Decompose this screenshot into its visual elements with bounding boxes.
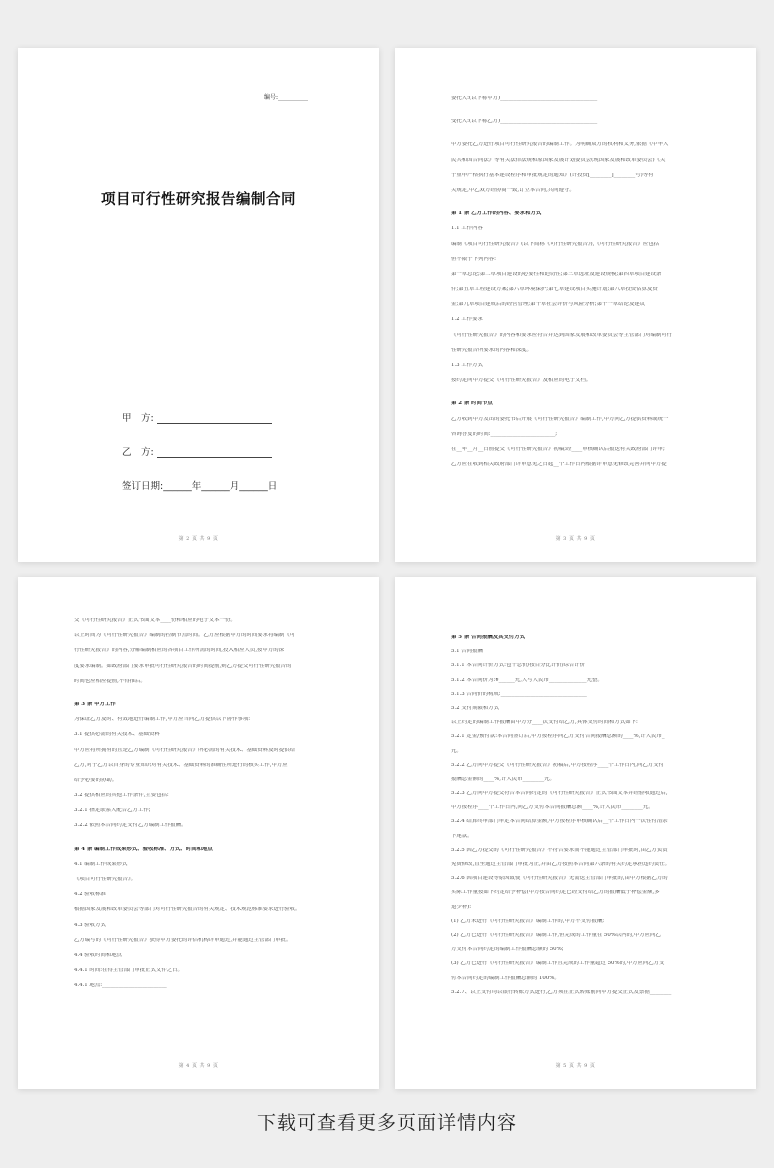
party-b-label: 乙 方: bbox=[122, 447, 154, 458]
text-line: 交《可行性研究报告》正式书面文本____份和相应的电子文本一份。 bbox=[74, 618, 236, 623]
text-line: 民共和国合同法》等有关法律法规和原国家发展计划委员会(现国家发展和改革委员会)《关 bbox=[451, 157, 666, 163]
text-line: 甲方应将所拥有的且是乙方编制《可行性研究报告》所必需的有关技术、基础资料及时提供给 bbox=[74, 747, 296, 753]
text-line: 5.2 支付期限和方式 bbox=[451, 705, 500, 711]
text-line: 关规定,甲乙双方经协商一致,订立本合同,共同遵守。 bbox=[451, 187, 575, 193]
text-line: 4.4 验收时间和地点 bbox=[74, 952, 123, 958]
text-line: 乙方应在收到相关政府部门评审意见之日起__个工作日内根据评审意见修改完善并向甲方提 bbox=[451, 462, 667, 468]
text-line: 1.3 工作方式 bbox=[451, 363, 483, 368]
document-page-cover bbox=[18, 48, 379, 562]
text-line: 付本合同约定的编制工作报酬总额的 100%。 bbox=[451, 975, 560, 981]
text-line: 5.1.3 合同价的构成:________________________________ bbox=[451, 691, 587, 697]
section-heading: 第 3 条 甲方工作 bbox=[74, 701, 116, 707]
text-line: 编制《项目可行性研究报告》(以下简称《可行性研究报告》),《可行性研究报告》应包括 bbox=[451, 241, 660, 247]
text-line: 以上时间为《可行性研究报告》编制的控制节点时间。乙方应根据甲方的时间要求将编制《可 bbox=[74, 633, 296, 639]
document-page-3 bbox=[395, 48, 756, 562]
page-footer: 第 4 页 共 9 页 bbox=[178, 1063, 219, 1069]
text-line: 5.2.4 结算终审部门审定本合同结算金额,甲方按程序审核确认后__个工作日内一次性付清余 bbox=[451, 819, 668, 825]
text-line: (2) 乙方已进行《可行性研究报告》编制工作,但完成的工作量在 50%以内的,甲方应向乙 bbox=[451, 932, 661, 938]
text-line bbox=[451, 134, 702, 142]
download-caption[interactable]: 下载可查看更多页面详情内容 bbox=[256, 1112, 517, 1134]
text-line: 退少补): bbox=[451, 904, 472, 910]
text-line: 3.2.2 依照本合同约定支付乙方编制工作报酬。 bbox=[74, 823, 187, 829]
text-line: 委托人:(以下称甲方)____________________________________ bbox=[451, 96, 598, 101]
text-line: 5.2.6 因项目建设等原因致使《可行性研究报告》无需送主管部门审批的,由甲方根据乙方的 bbox=[451, 876, 668, 882]
text-line: 3.2.1 指定联系人配合乙方工作; bbox=[74, 808, 151, 814]
text-line: 乙方,对于乙方以自身的专业知识对有关技术、基础资料的准确性所进行的核实工作,甲方应 bbox=[74, 762, 288, 768]
section-heading: 第 2 条 时间节点 bbox=[451, 401, 493, 407]
text-line: 《可行性研究报告》的内容和要求应符合并达到国家发展和改革委员会等主管部门对编制可行 bbox=[451, 332, 673, 338]
text-line: 为保证乙方及时、有效地进行编制工作,甲方应当向乙方提供以下协作事项: bbox=[74, 717, 251, 723]
text-line: 时间也应相应提前,不得推后。 bbox=[74, 678, 146, 684]
party-a-line bbox=[122, 410, 272, 424]
text-line: 第一章总论;第二章项目建设的必要性和迫切性;第三章选址及建设规模;第四章项目建设条 bbox=[451, 271, 662, 277]
page-footer: 第 2 页 共 9 页 bbox=[178, 536, 219, 542]
text-line: 3.2 提供相应的其他工作条件,主要包括: bbox=[74, 793, 169, 799]
text-line: 5.2.1 定金/预付款:本合同签订后,甲方按程序向乙方支付合同报酬总额的____%,计人民币_ bbox=[451, 734, 665, 740]
party-b-blank bbox=[157, 447, 272, 458]
text-line: 5.1 合同报酬 bbox=[451, 649, 483, 655]
text-line: 以上约定的编制工作报酬由甲方分____次支付给乙方,具体支付时间和方式如下: bbox=[451, 720, 638, 726]
text-line: (3) 乙方已进行《可行性研究报告》编制工作且完成的工作量超过 50%的,甲方应向乙方支 bbox=[451, 961, 665, 967]
text-line: 4.4.1 地点:________________________ bbox=[74, 983, 167, 989]
text-line: 性研究报告所要求的内容和深度。 bbox=[451, 347, 532, 353]
text-line: 实际工作量按如下约定给予补偿(甲方按合同约定已经支付给乙方的报酬低于补偿金额,多 bbox=[451, 890, 660, 896]
text-line: 3.1 提供必需的有关技术、基础资料 bbox=[74, 732, 160, 738]
party-a-label: 甲 方: bbox=[122, 413, 154, 424]
section-heading: 第 5 条 合同报酬及其支付方式 bbox=[451, 635, 526, 640]
text-line: 5.2.5 因乙方提交的《可行性研究报告》不符合要求而不能通过主管部门审批时,由乙方负责 bbox=[451, 847, 668, 853]
text-line: 4.3 验收方式 bbox=[74, 922, 106, 928]
text-line: 《项目可行性研究报告》。 bbox=[74, 877, 136, 882]
text-line: 1.2 工作要求 bbox=[451, 317, 483, 323]
text-line: 给予必要的协助。 bbox=[74, 777, 118, 783]
text-line: 在__年__月__日前提交《可行性研究报告》初稿;经____审核确认后报送有关政府部门评审; bbox=[451, 446, 665, 452]
text-line: 于重申严格执行基本建设程序和审批规定的通知》(计投资[________]________号)等有 bbox=[451, 172, 654, 178]
text-line: 报酬总金额的____%,计人民币________元。 bbox=[451, 776, 555, 782]
text-line bbox=[74, 694, 325, 702]
page-body bbox=[451, 96, 702, 477]
text-line: 4.4.1 时间:在得主管部门审批正式文件之日。 bbox=[74, 968, 183, 974]
text-line: 根据国家发展和改革委员会等部门对可行性研究报告的有关规定、技术规范标准要求进行验收。 bbox=[74, 907, 301, 913]
page-body bbox=[74, 618, 325, 999]
party-a-blank bbox=[157, 413, 272, 424]
sign-date: 签订日期:______年______月______日 bbox=[122, 481, 278, 492]
text-line bbox=[451, 393, 702, 401]
text-line: 5.2.7、以上支付均以银行转账方式进行,乙方须在正式转账前向甲方提交正式发票据________ bbox=[451, 989, 672, 995]
text-line: 受托人:(以下称乙方)____________________________________ bbox=[451, 119, 598, 125]
text-line: 元。 bbox=[451, 748, 462, 754]
text-line: 金;第九章项目建成后的经营管理;第十章社会评价与风险分析;第十一章结论及建议 bbox=[451, 302, 646, 308]
text-line: 5.2.2 乙方向甲方提交《可行性研究报告》初稿后,甲方按程序____个工作日内,向乙方支付 bbox=[451, 762, 664, 768]
text-line: 度要求编制。如政府部门要求审批可行性研究报告的时间提前,则乙方提交可行性研究报告的 bbox=[74, 663, 292, 669]
contract-number: 编号:__________ bbox=[264, 94, 309, 101]
section-heading: 第 1 条 乙方工作的内容、要求和方式 bbox=[451, 211, 542, 217]
text-line bbox=[451, 111, 702, 119]
text-line: 甲方委托乙方进行项目可行性研究报告的编制工作。为明确双方的权利和义务,依据《中华人 bbox=[451, 142, 669, 148]
text-line: 但不限于下列内容: bbox=[451, 256, 496, 262]
text-line: 乙方收到甲方发出的委托书后开展《可行性研究报告》编制工作,甲方向乙方提供资料或统一 bbox=[451, 416, 669, 422]
text-line bbox=[74, 839, 325, 847]
text-line: (1) 乙方未进行《可行性研究报告》编制工作的,甲方不支付报酬; bbox=[451, 918, 605, 924]
text-line: 件;第五章工程建设方案;第六章环境保护;第七章建设项目实施计划;第八章投资估算及资 bbox=[451, 287, 658, 293]
contract-title: 项目可行性研究报告编制合同 bbox=[101, 192, 296, 208]
text-line: 咨询答复的时间:________________________; bbox=[451, 431, 558, 437]
section-heading: 第 4 条 编制工作成果形式、验收标准、方式、时间和地点 bbox=[74, 846, 213, 852]
document-page-5 bbox=[395, 577, 756, 1089]
text-line bbox=[451, 203, 702, 211]
text-line: 甲方按程序____个工作日内,向乙方支付本合同报酬总额____%,计人民币________元。 bbox=[451, 805, 654, 811]
text-line: 乙方编写的《可行性研究报告》获得甲方委托的评估机构评审通过,并能通过主管部门审批。 bbox=[74, 937, 292, 943]
text-line: 1.1 工作内容 bbox=[451, 226, 483, 232]
text-line: 5.1.1 本合同计价方式:包干总价/按百分比计价/综合计价 bbox=[451, 663, 586, 669]
text-line: 下尾款。 bbox=[451, 833, 473, 839]
text-line: 按约定向甲方提交《可行性研究报告》及相应的电子文档。 bbox=[451, 378, 592, 384]
text-line: 4.1 编制工作成果形式 bbox=[74, 861, 128, 867]
page-footer: 第 3 页 共 9 页 bbox=[555, 536, 596, 542]
party-b-line bbox=[122, 444, 272, 458]
text-line: 方支付本合同约定的编制工作报酬总额的 50%; bbox=[451, 947, 564, 953]
text-line: 免费修改,直至通过主管部门审批为止,并由乙方按照本合同第六条的有关约定承担违约责任。 bbox=[451, 862, 671, 867]
text-line: 5.1.2 本合同价为:¥______元,大写人民币______________元整。 bbox=[451, 677, 603, 683]
page-footer: 第 5 页 共 9 页 bbox=[555, 1063, 596, 1069]
text-line: 5.2.3 乙方向甲方提交符合本合同约定的《可行性研究报告》正式书面文本并经验收通过后, bbox=[451, 791, 668, 797]
text-line: 行性研究报告》的内容,分解编制相应的各项目工作所需的时间,投入相应人员,按甲方的深 bbox=[74, 648, 284, 654]
document-page-4 bbox=[18, 577, 379, 1089]
page-body bbox=[451, 635, 702, 1004]
text-line: 4.2 验收标准 bbox=[74, 892, 106, 898]
